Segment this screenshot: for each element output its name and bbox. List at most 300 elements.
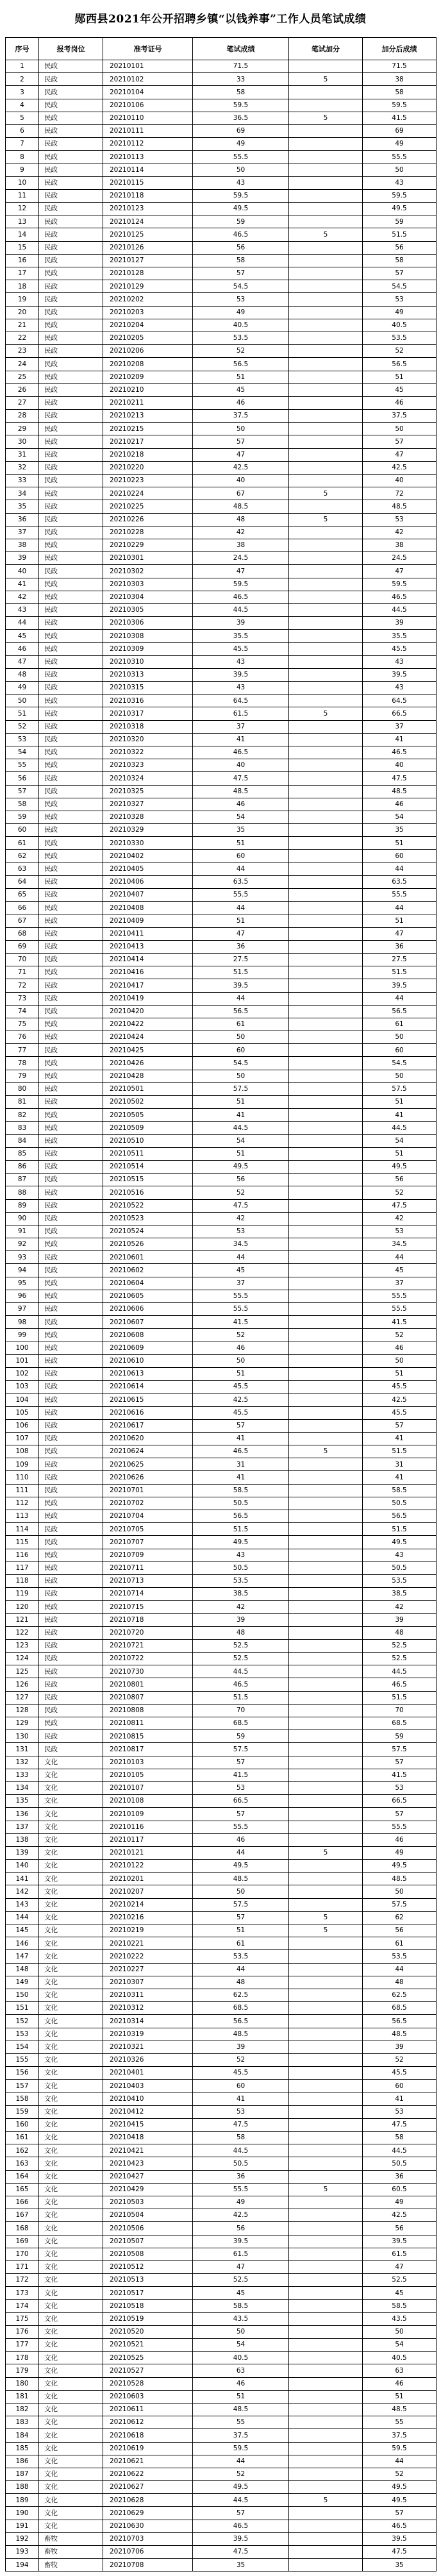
cell-bonus (289, 215, 363, 228)
cell-bonus (289, 785, 363, 798)
cell-position: 民政 (39, 1393, 103, 1406)
table-row (6, 1096, 437, 1109)
cell-exam-no: 20210702 (103, 1497, 193, 1510)
cell-written-score: 55.5 (193, 151, 289, 164)
cell-written-score: 55.5 (193, 889, 289, 902)
cell-bonus (289, 1562, 363, 1574)
cell-bonus (289, 1109, 363, 1122)
cell-seq: 60 (6, 824, 39, 837)
cell-bonus (289, 1031, 363, 1044)
cell-final-score: 43 (363, 1549, 437, 1562)
cell-bonus (289, 345, 363, 358)
cell-bonus (289, 2352, 363, 2364)
cell-final-score: 51.5 (363, 966, 437, 979)
table-row (6, 1393, 437, 1406)
cell-position: 民政 (39, 1342, 103, 1354)
cell-exam-no: 20210817 (103, 1743, 193, 1756)
header-final-score: 加分后成绩 (363, 38, 437, 60)
cell-exam-no: 20210707 (103, 1536, 193, 1549)
cell-final-score: 42 (363, 1212, 437, 1225)
cell-exam-no: 20210129 (103, 280, 193, 293)
cell-position: 民政 (39, 448, 103, 461)
cell-seq: 56 (6, 772, 39, 785)
cell-written-score: 50 (193, 1031, 289, 1044)
cell-seq: 90 (6, 1212, 39, 1225)
cell-seq: 190 (6, 2507, 39, 2520)
cell-bonus (289, 203, 363, 215)
cell-bonus (289, 772, 363, 785)
cell-exam-no: 20210721 (103, 1639, 193, 1652)
cell-written-score: 53.5 (193, 1950, 289, 1963)
table-row (6, 798, 437, 811)
cell-exam-no: 20210303 (103, 578, 193, 591)
cell-final-score: 37.5 (363, 410, 437, 423)
cell-exam-no: 20210510 (103, 1134, 193, 1147)
cell-position: 民政 (39, 86, 103, 99)
cell-exam-no: 20210714 (103, 1588, 193, 1601)
cell-exam-no: 20210114 (103, 164, 193, 176)
cell-position: 民政 (39, 371, 103, 383)
table-row (6, 2235, 437, 2248)
cell-seq: 135 (6, 1795, 39, 1808)
table-row (6, 1574, 437, 1587)
cell-seq: 127 (6, 1691, 39, 1704)
cell-seq: 160 (6, 2118, 39, 2131)
cell-exam-no: 20210708 (103, 2559, 193, 2572)
cell-position: 民政 (39, 461, 103, 474)
cell-final-score: 51.5 (363, 228, 437, 241)
table-row (6, 1070, 437, 1082)
cell-written-score: 45.5 (193, 1406, 289, 1419)
cell-exam-no: 20210220 (103, 461, 193, 474)
cell-written-score: 43 (193, 682, 289, 695)
cell-written-score: 51 (193, 2390, 289, 2403)
cell-seq: 187 (6, 2468, 39, 2480)
cell-final-score: 51 (363, 2390, 437, 2403)
cell-final-score: 51.5 (363, 1445, 437, 1458)
cell-exam-no: 20210229 (103, 539, 193, 551)
cell-seq: 184 (6, 2429, 39, 2442)
cell-exam-no: 20210201 (103, 1873, 193, 1885)
cell-position: 文化 (39, 1989, 103, 2001)
table-row (6, 2015, 437, 2028)
cell-bonus (289, 1937, 363, 1950)
cell-exam-no: 20210210 (103, 383, 193, 396)
cell-exam-no: 20210108 (103, 1795, 193, 1808)
cell-final-score: 69 (363, 124, 437, 137)
table-row (6, 2222, 437, 2235)
cell-position: 民政 (39, 914, 103, 927)
cell-position: 民政 (39, 345, 103, 358)
table-row (6, 966, 437, 979)
cell-exam-no: 20210121 (103, 1846, 193, 1859)
cell-final-score: 53 (363, 293, 437, 306)
cell-final-score: 46 (363, 2377, 437, 2390)
cell-position: 文化 (39, 1756, 103, 1769)
cell-exam-no: 20210106 (103, 99, 193, 112)
cell-exam-no: 20210709 (103, 1549, 193, 1562)
cell-bonus (289, 798, 363, 811)
cell-written-score: 55.5 (193, 2183, 289, 2196)
cell-bonus (289, 1484, 363, 1497)
table-row (6, 875, 437, 888)
cell-final-score: 55.5 (363, 1290, 437, 1302)
cell-bonus (289, 1406, 363, 1419)
cell-seq: 89 (6, 1199, 39, 1212)
cell-final-score: 44 (363, 902, 437, 914)
cell-seq: 78 (6, 1057, 39, 1070)
cell-position: 民政 (39, 811, 103, 823)
cell-written-score: 60 (193, 850, 289, 863)
cell-exam-no: 20210203 (103, 306, 193, 319)
cell-written-score: 36.5 (193, 112, 289, 124)
cell-exam-no: 20210224 (103, 487, 193, 500)
cell-final-score: 52 (363, 345, 437, 358)
cell-bonus (289, 1769, 363, 1781)
table-row (6, 1885, 437, 1898)
cell-final-score: 50.5 (363, 1562, 437, 1574)
cell-position: 文化 (39, 1769, 103, 1781)
cell-seq: 4 (6, 99, 39, 112)
cell-bonus (289, 1018, 363, 1031)
cell-final-score: 54 (363, 2339, 437, 2352)
table-row (6, 1290, 437, 1302)
cell-bonus (289, 695, 363, 707)
cell-seq: 97 (6, 1303, 39, 1316)
cell-exam-no: 20210127 (103, 254, 193, 267)
cell-written-score: 44.5 (193, 1665, 289, 1678)
cell-written-score: 45.5 (193, 2067, 289, 2080)
cell-position: 文化 (39, 2455, 103, 2468)
cell-final-score: 57 (363, 1808, 437, 1821)
cell-seq: 126 (6, 1678, 39, 1691)
cell-seq: 138 (6, 1833, 39, 1846)
cell-exam-no: 20210118 (103, 189, 193, 202)
table-row (6, 2260, 437, 2273)
cell-final-score: 40.5 (363, 2352, 437, 2364)
cell-written-score: 58 (193, 254, 289, 267)
cell-seq: 193 (6, 2546, 39, 2559)
cell-bonus (289, 1199, 363, 1212)
table-body (6, 60, 437, 2572)
cell-position: 民政 (39, 1639, 103, 1652)
cell-bonus (289, 1122, 363, 1134)
cell-final-score: 34.5 (363, 1238, 437, 1251)
cell-bonus (289, 293, 363, 306)
cell-bonus (289, 254, 363, 267)
cell-seq: 115 (6, 1536, 39, 1549)
cell-bonus (289, 2507, 363, 2520)
cell-position: 民政 (39, 513, 103, 526)
cell-written-score: 42 (193, 526, 289, 539)
cell-final-score: 53.5 (363, 1574, 437, 1587)
cell-final-score: 37.5 (363, 2429, 437, 2442)
table-row (6, 526, 437, 539)
cell-bonus (289, 603, 363, 616)
cell-seq: 1 (6, 60, 39, 73)
cell-position: 民政 (39, 151, 103, 164)
table-row (6, 1523, 437, 1536)
cell-final-score: 60 (363, 2080, 437, 2092)
cell-seq: 129 (6, 1717, 39, 1730)
cell-position: 民政 (39, 1665, 103, 1678)
cell-position: 民政 (39, 1277, 103, 1290)
cell-position: 民政 (39, 1432, 103, 1445)
cell-position: 民政 (39, 785, 103, 798)
cell-exam-no: 20210604 (103, 1277, 193, 1290)
cell-seq: 165 (6, 2183, 39, 2196)
cell-final-score: 71.5 (363, 60, 437, 73)
cell-position: 文化 (39, 2287, 103, 2300)
cell-seq: 46 (6, 643, 39, 655)
cell-exam-no: 20210519 (103, 2312, 193, 2325)
table-row (6, 2170, 437, 2183)
cell-bonus (289, 1808, 363, 1821)
cell-final-score: 46.5 (363, 1678, 437, 1691)
cell-bonus (289, 1601, 363, 1613)
cell-exam-no: 20210527 (103, 2364, 193, 2377)
cell-seq: 131 (6, 1743, 39, 1756)
table-row (6, 2429, 437, 2442)
cell-written-score: 52 (193, 1186, 289, 1199)
cell-seq: 69 (6, 940, 39, 953)
cell-seq: 66 (6, 902, 39, 914)
cell-seq: 9 (6, 164, 39, 176)
cell-exam-no: 20210217 (103, 435, 193, 448)
table-row (6, 655, 437, 668)
cell-bonus (289, 1174, 363, 1186)
cell-bonus (289, 2157, 363, 2170)
cell-bonus (289, 1665, 363, 1678)
cell-position: 文化 (39, 2403, 103, 2416)
cell-written-score: 57 (193, 1756, 289, 1769)
cell-exam-no: 20210705 (103, 1523, 193, 1536)
cell-final-score: 52 (363, 2468, 437, 2480)
cell-exam-no: 20210811 (103, 1717, 193, 1730)
cell-final-score: 57 (363, 1419, 437, 1432)
cell-written-score: 52 (193, 345, 289, 358)
cell-written-score: 46.5 (193, 2520, 289, 2532)
cell-bonus: 5 (289, 1846, 363, 1859)
cell-written-score: 37 (193, 720, 289, 733)
cell-position: 民政 (39, 863, 103, 875)
cell-written-score: 47.5 (193, 2118, 289, 2131)
cell-bonus (289, 1626, 363, 1639)
cell-exam-no: 20210722 (103, 1653, 193, 1665)
cell-bonus (289, 617, 363, 630)
cell-final-score: 64.5 (363, 695, 437, 707)
cell-position: 民政 (39, 1549, 103, 1562)
table-row (6, 267, 437, 280)
table-row (6, 1833, 437, 1846)
cell-final-score: 48.5 (363, 785, 437, 798)
table-row (6, 2028, 437, 2041)
cell-bonus (289, 1329, 363, 1342)
cell-exam-no: 20210628 (103, 2494, 193, 2507)
cell-written-score: 58 (193, 2132, 289, 2144)
cell-exam-no: 20210322 (103, 746, 193, 759)
cell-exam-no: 20210525 (103, 2352, 193, 2364)
cell-bonus (289, 966, 363, 979)
cell-bonus (289, 1497, 363, 1510)
cell-position: 民政 (39, 1523, 103, 1536)
cell-bonus (289, 500, 363, 513)
table-row (6, 1160, 437, 1173)
cell-seq: 164 (6, 2170, 39, 2183)
cell-seq: 55 (6, 759, 39, 772)
cell-exam-no: 20210103 (103, 1756, 193, 1769)
cell-position: 民政 (39, 798, 103, 811)
cell-seq: 94 (6, 1264, 39, 1277)
cell-written-score: 59.5 (193, 2442, 289, 2455)
cell-position: 民政 (39, 1730, 103, 1743)
table-row (6, 2157, 437, 2170)
cell-written-score: 41 (193, 733, 289, 746)
cell-position: 民政 (39, 578, 103, 591)
table-row (6, 2532, 437, 2545)
table-row (6, 151, 437, 164)
cell-exam-no: 20210518 (103, 2300, 193, 2312)
cell-bonus (289, 914, 363, 927)
table-row (6, 953, 437, 966)
table-row (6, 371, 437, 383)
cell-bonus (289, 1082, 363, 1095)
cell-bonus (289, 1381, 363, 1393)
cell-exam-no: 20210215 (103, 423, 193, 435)
cell-final-score: 48.5 (363, 2028, 437, 2041)
cell-final-score: 45.5 (363, 2067, 437, 2080)
cell-exam-no: 20210115 (103, 176, 193, 189)
table-row (6, 2132, 437, 2144)
cell-seq: 162 (6, 2144, 39, 2157)
cell-bonus (289, 2067, 363, 2080)
cell-position: 文化 (39, 1911, 103, 1924)
cell-bonus (289, 1354, 363, 1367)
cell-bonus (289, 2429, 363, 2442)
cell-seq: 22 (6, 332, 39, 344)
cell-exam-no: 20210223 (103, 475, 193, 487)
cell-final-score: 39.5 (363, 668, 437, 681)
cell-bonus (289, 2170, 363, 2183)
cell-seq: 23 (6, 345, 39, 358)
table-row (6, 1381, 437, 1393)
cell-seq: 31 (6, 448, 39, 461)
cell-seq: 140 (6, 1860, 39, 1873)
cell-exam-no: 20210706 (103, 2546, 193, 2559)
cell-seq: 16 (6, 254, 39, 267)
cell-exam-no: 20210513 (103, 2274, 193, 2287)
cell-bonus (289, 1588, 363, 1601)
cell-bonus (289, 1613, 363, 1626)
cell-final-score: 53 (363, 1225, 437, 1238)
cell-final-score: 38 (363, 539, 437, 551)
cell-written-score: 44 (193, 992, 289, 1005)
cell-final-score: 46 (363, 396, 437, 409)
cell-final-score: 45.5 (363, 1406, 437, 1419)
cell-final-score: 59.5 (363, 578, 437, 591)
cell-written-score: 52 (193, 1329, 289, 1342)
table-row (6, 1678, 437, 1691)
cell-bonus (289, 1277, 363, 1290)
cell-exam-no: 20210613 (103, 1367, 193, 1380)
cell-final-score: 39 (363, 617, 437, 630)
cell-written-score: 42 (193, 1601, 289, 1613)
cell-bonus (289, 241, 363, 254)
header-written-score: 笔试成绩 (193, 38, 289, 60)
cell-seq: 67 (6, 914, 39, 927)
cell-position: 文化 (39, 2507, 103, 2520)
cell-position: 民政 (39, 617, 103, 630)
table-row (6, 1251, 437, 1264)
cell-final-score: 45.5 (363, 1381, 437, 1393)
cell-written-score: 59.5 (193, 189, 289, 202)
cell-seq: 64 (6, 875, 39, 888)
table-row (6, 358, 437, 371)
cell-final-score: 56.5 (363, 2015, 437, 2028)
cell-exam-no: 20210505 (103, 1109, 193, 1122)
cell-seq: 179 (6, 2364, 39, 2377)
cell-final-score: 44 (363, 2455, 437, 2468)
cell-written-score: 54 (193, 2339, 289, 2352)
table-row (6, 1186, 437, 1199)
cell-exam-no: 20210521 (103, 2339, 193, 2352)
cell-position: 民政 (39, 60, 103, 73)
cell-written-score: 39 (193, 617, 289, 630)
cell-final-score: 57.5 (363, 1082, 437, 1095)
cell-final-score: 45.5 (363, 643, 437, 655)
cell-final-score: 68.5 (363, 2002, 437, 2015)
table-row (6, 1264, 437, 1277)
cell-final-score: 35 (363, 824, 437, 837)
cell-bonus (289, 2002, 363, 2015)
cell-position: 民政 (39, 332, 103, 344)
cell-written-score: 56.5 (193, 2015, 289, 2028)
cell-written-score: 38 (193, 539, 289, 551)
cell-seq: 7 (6, 138, 39, 151)
cell-exam-no: 20210329 (103, 824, 193, 837)
cell-final-score: 56 (363, 2222, 437, 2235)
cell-final-score: 68.5 (363, 1717, 437, 1730)
cell-written-score: 49 (193, 306, 289, 319)
cell-written-score: 48.5 (193, 500, 289, 513)
cell-written-score: 70 (193, 1704, 289, 1717)
table-row (6, 863, 437, 875)
cell-bonus: 5 (289, 2494, 363, 2507)
table-row (6, 2248, 437, 2260)
cell-exam-no: 20210105 (103, 1769, 193, 1781)
cell-bonus (289, 824, 363, 837)
cell-position: 文化 (39, 1846, 103, 1859)
cell-bonus (289, 1963, 363, 1976)
header-bonus: 笔试加分 (289, 38, 363, 60)
cell-seq: 176 (6, 2325, 39, 2338)
cell-final-score: 55 (363, 2416, 437, 2429)
cell-written-score: 61 (193, 1937, 289, 1950)
table-row (6, 668, 437, 681)
cell-seq: 71 (6, 966, 39, 979)
table-row (6, 461, 437, 474)
cell-written-score: 49.5 (193, 1860, 289, 1873)
cell-seq: 63 (6, 863, 39, 875)
cell-final-score: 51 (363, 1147, 437, 1160)
cell-written-score: 58 (193, 86, 289, 99)
cell-written-score: 51 (193, 1147, 289, 1160)
table-row (6, 2118, 437, 2131)
cell-written-score: 62.5 (193, 1989, 289, 2001)
table-row (6, 124, 437, 137)
cell-final-score: 24.5 (363, 552, 437, 565)
cell-final-score: 51 (363, 837, 437, 850)
